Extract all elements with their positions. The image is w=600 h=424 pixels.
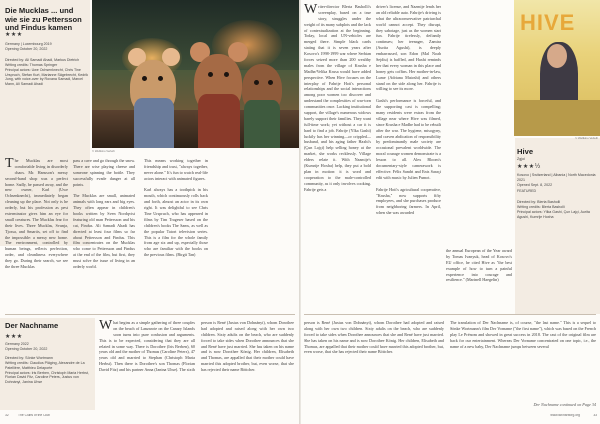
film-title: Der Nachname [5, 322, 59, 330]
film-country-year: Kosovo | Switzerland | Albania | North Macedonia 2021 [517, 173, 596, 182]
film-opening: Opening October 20, 2022 [5, 47, 48, 51]
film-title: Hive [517, 148, 534, 156]
film-title: Die Mucklas ... und wie sie zu Pettersson und Findus kamen [5, 7, 82, 33]
film-poster-image: HIVE [514, 0, 600, 136]
footer-title: The Clubs of the Club [18, 414, 50, 417]
footer-website[interactable]: www.iwcharborg.org [550, 414, 580, 417]
film-credits: Directed by: Sönke Wortmann Writing credits: Claudius Pläging, Alexandre de La Patellière, Matthieu Delaporte Principal actors: Iris Berben, Christoph Maria Herbst, Florian David Fitz, Caroline Peters, Justus von Dohnányi, Janina Uhse [5, 356, 89, 385]
article-column: The translation of Der Nachname is, of course, "the last name." This is a sequel to Sönke Wortmann's film Der Vorname ("the first name"), which was based on the French play Le Prénom and showed in great success in 2018. The cast of the original film are back for our entertainment. Whereas Der Vorname concentrated on one topic, i.e., the name of a new baby, Der Nachname jumps between several [450, 320, 596, 349]
film-still-image [92, 0, 299, 148]
article-column: This means working together in friendship and trust, "always together, never alone." It's fun to watch real-life actors interact with animated figures. Karl always has a toothpick in his mouth, which continuously rolls back and forth, almost an actor in its own right. It was delightful to see Chris Tine Urspruch, who has appeared in films by Tim Trageser based on the children's books The Sams, as well as the popular Tatort television series. This is a film for the whole family from age six and up, especially those who are familiar with the books on the previous films. (Birgit Tan) [144, 158, 208, 258]
film-opening: Opened Sept. 8, 2022 [517, 183, 553, 187]
article-column: driver's license, and Nazmije lends her an old reliable auto. Fahrije's driving is what the ultraconservative patriarchal world cannot accept. They disrupt, they sabotage, just as the women start fun. Fahrije tirelessly, defiantly continues; her teenager, Zamira (Aurita Agushi), is deeply embarrassed, son Edon (Mal Noah Sejdiu) is baffled, and Haxhi reminds her that every woman in this place and honey gets coffins. Her mother-in-law, Lume (Adriana Matoshi) and others stand on the side along her. Fahrije is willing to see its more. Gashi's performance is forceful, and the supporting cast is compelling; many residents were extras from the village near where Hive was filmed, since Krusha e Madhe had to be rebuilt after the war. The hygiene, misogyny, and craven abdication of responsibility by predominantly male society are occasional prevalent worldwide. The moral courage women demonstrate is a lesson to all. Alex Bloom's documentary-style camerawork is effective. Félix Sandri and Enis Saraçi edit with music by Julien Pumot. Fahrije Hoti's agricultural cooperative, "Krusha," now supports fifty employees, and she purchases produce from neighboring farmers. In April, when she was awarded [376, 4, 441, 216]
film-opening: Opening October 20, 2022 [5, 347, 48, 351]
image-caption: © Weltkino Verleih [92, 150, 115, 153]
film-section: FEATURED [517, 189, 537, 193]
star-rating: ★★★ [5, 333, 23, 340]
article-column: person is René (Justus von Dohnányi), whom Dorothee had adopted and raised along with her own two children. Sixty adults on the beach, who are suddenly forced to take sides when Dorothee announces that she and René have just married. She has taken on his name and is now Dorothee König. Her children, Elisabeth and Thomas, are appalled that their mother could have married this adopted brother, but, even worse, that she has rejected their name Böttcher. [201, 320, 294, 373]
film-country-year: Germany 2022 [5, 342, 29, 346]
article-column: person is René (Justus von Dohnányi), whom Dorothee had adopted and raised along with her own two children. Sixty adults on the beach, who are suddenly forced to take sides when Dorothee announces that she and René have just married. She has taken on his name and is now Dorothee König. Her children, Elisabeth and Thomas, are appalled that their mother could have married this adopted brother, but, even worse, that she has rejected their name Böttcher. [304, 320, 444, 355]
section-divider [304, 314, 596, 315]
page-number: 33 [593, 414, 597, 417]
page-number: 32 [5, 414, 9, 417]
continued-link[interactable]: Der Nachname continued on Page 34 [533, 402, 596, 407]
article-column: What begins as a simple gathering of three couples on the beach of Lanzarote on the Canary Islands soon turns into pure confusion and arguments. This is to be expected, considering that they are all related in some way. There is Dorothee (Iris Berben), 60 years old and the mother of Thomas (Caroline Peters), 47 years old and married to Stephan (Christoph Maria Herbst). Then there is Dorothee's son Thomas (Florian David Fitz) and his partner Anna (Janina Uhse). The sixth [99, 320, 195, 373]
left-page [0, 0, 299, 424]
film-credits: Directed by: Ali Samadi Ahadi, Markus Dietrich Writing credits: Thomas Springer Principal actors: Uwe Ochsenknecht, Chris Tine Urspruch, Stefan Kurt, Marianne Sägebrecht, Kedrik Jung, with voice-over by Roxana Samadi, Marcel Mann, Ali Samadi Ahadi [5, 58, 89, 87]
article-column: the annual European of the Year award by Tomas Ivanyuk, head of Kosovo's EU office, he cited Hive as "the best example of how to turn a painful experience into courage and resilience." (Marinell Haegelin) [446, 248, 512, 283]
section-divider [5, 314, 295, 315]
star-rating: ★★★½ [517, 163, 541, 170]
film-country-year: Germany | Luxembourg 2019 [5, 42, 52, 46]
image-caption: © Weltkino Verleih [575, 137, 598, 140]
article-column: Writer-director Blerta Basholli's screenplay, based on a true story, struggles under the weight of its many subplots and the lack of contextualization at the beginning. Today, local and UN-vehicles are merged there. Simple black cards stating that it is seven years after Kosovo's 1998-1999 war where Serbian forces seized more than 200 wealthy males from the village of Krusha e Madhe/Velika Krusa would have added perspective. When Hive focuses on the interplay of Fahrije Hoti's personal relationships and the social interactions among poor women too discover and understand the complexities of war-torn communities once. Lacking institutional support, the village's numerous widows barely support their families. They want full-time work; yet without a car it is hard to find a job. Fahrije (Ylka Gashi) luckily has her winning—or crippled—husband, and his aging father Haxhi's (Çun Lajçi) help selling honey at the market, she works recklessly. Village elders relate it. With Nazmije's (Kumrije Hoxha) help, they put a bold plan in motion: it is word and cooperation to the male-controlled community, as it only involves cooking. Fahrije gets a [304, 4, 371, 192]
star-rating: ★★★ [5, 31, 23, 38]
article-column: pass a cave and go through the snow. There are wise playing cheese and someone spinning the bottle. They successfully evade danger at all points. The Mucklas are small, animated animals with long ears and big eyes. They often appear in children's books written by Sven Nordqvist featuring old man Pettersson and his cat, Findus. Ali Samadi Ahadi has directed at least four films so far about Pettersson and Findus. This film concentrates on the Mucklas who come to Pettersson and Findus at the end of the film, but first, they must solve the issue of living in an orderly world. [73, 158, 135, 270]
article-column: The Mucklas are most comfortable living in disorderly chaos. Mr. Hansson's messy second-hand shop was a perfect home. Sadly, he passed away, and the new owner, Karl (Uwe Ochsenknecht), immediately began cleaning up the place. Not only is he orderly, but his profession as pest exterminator gives him an eye for small creatures. The Mucklas fear for their lives. Three Mucklas, Svunja, Tjossa, and Smartis, set off to find the impossible: a messy new home. The environment, controlled by human beings, reflects perfection, order, and cleanliness everywhere they go. During their search, we see the three Mucklas [5, 158, 68, 270]
film-original-title: Zgjoi [517, 157, 525, 161]
film-credits: Directed by: Blerta Basholli Writing credits: Blerta Basholli Principal actors: Yllka Gashi, Çun Lajçi, Aurita Agushi, Kumrije Hoxha [517, 200, 590, 219]
